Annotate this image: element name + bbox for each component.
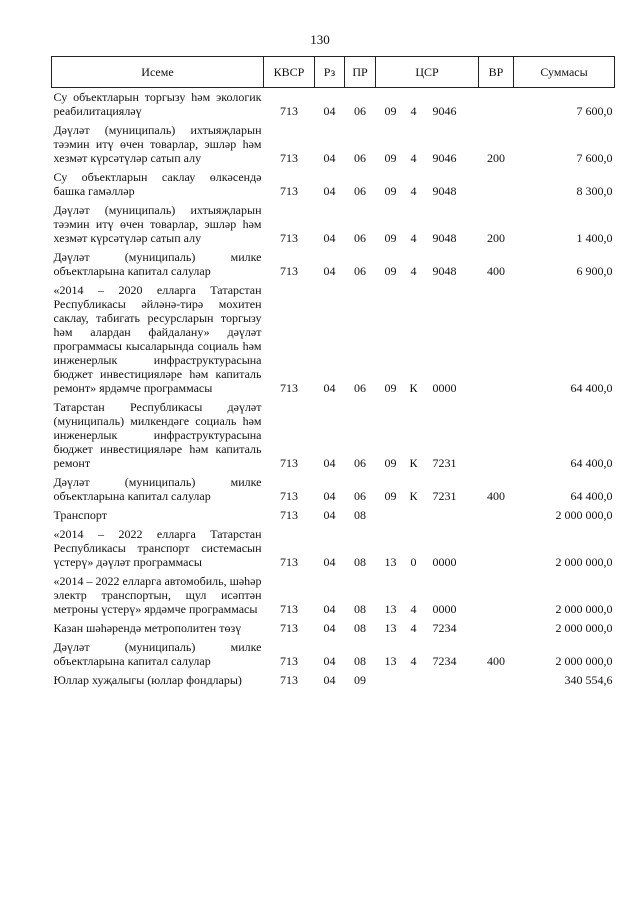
- row-csr-subprogram: 4: [410, 602, 417, 616]
- row-csr-direction: 7234: [432, 654, 457, 668]
- row-kvsr: 713: [280, 654, 298, 668]
- row-csr: [376, 473, 479, 506]
- budget-table: [51, 56, 615, 690]
- table-row: [52, 281, 615, 398]
- row-csr: [376, 619, 479, 638]
- row-csr-subprogram: К: [409, 456, 418, 470]
- row-kvsr: 713: [280, 264, 298, 278]
- row-csr-subprogram: 4: [410, 104, 417, 118]
- row-name: Дәүләт (муниципаль) милке объектларына капитал салулар: [53, 640, 262, 668]
- row-vr: 400: [487, 489, 505, 503]
- row-pr: 06: [354, 231, 366, 245]
- row-vr: 400: [487, 654, 505, 668]
- row-rz: 04: [323, 654, 336, 668]
- table-row: [52, 168, 615, 201]
- row-sum: 8 300,0: [576, 184, 613, 198]
- row-kvsr: 713: [280, 602, 298, 616]
- row-sum: 64 400,0: [570, 456, 613, 470]
- row-csr: [376, 671, 479, 690]
- table-body: [52, 88, 615, 691]
- row-csr-program: 13: [384, 654, 397, 668]
- row-name: Транспорт: [53, 508, 107, 522]
- table-row: [52, 473, 615, 506]
- row-kvsr: 713: [280, 489, 298, 503]
- row-kvsr: 713: [280, 621, 298, 635]
- row-pr: 08: [354, 602, 366, 616]
- row-csr-program: 09: [384, 489, 397, 503]
- row-csr-program: 09: [384, 456, 397, 470]
- row-csr-direction: 7231: [432, 489, 457, 503]
- row-csr-direction: 9048: [432, 231, 457, 245]
- header-kvsr: КВСР: [264, 57, 315, 88]
- row-sum: 2 000 000,0: [555, 602, 613, 616]
- row-kvsr: 713: [280, 381, 298, 395]
- row-sum: 2 000 000,0: [555, 508, 613, 522]
- row-csr-subprogram: 4: [410, 264, 417, 278]
- table-row: [52, 619, 615, 638]
- row-csr-direction: 9048: [432, 184, 457, 198]
- row-vr: [479, 572, 514, 619]
- row-rz: 04: [323, 456, 336, 470]
- row-pr: 06: [354, 151, 366, 165]
- row-rz: 04: [323, 602, 336, 616]
- row-csr: [376, 572, 479, 619]
- table-row: [52, 248, 615, 281]
- row-sum: 7 600,0: [576, 104, 613, 118]
- row-pr: 06: [354, 184, 366, 198]
- row-sum: 340 554,6: [564, 673, 613, 687]
- row-name: Дәүләт (муниципаль) ихтыяҗларын тәэмин итү өчен товарлар, эшләр һәм хезмәт күрсәтүләр сатып алу: [53, 203, 262, 245]
- row-csr-subprogram: 4: [410, 151, 417, 165]
- row-csr-subprogram: К: [409, 489, 418, 503]
- row-rz: 04: [323, 104, 336, 118]
- row-csr-subprogram: 4: [410, 654, 417, 668]
- row-vr: 200: [487, 151, 505, 165]
- row-kvsr: 713: [280, 456, 298, 470]
- row-vr: [479, 88, 514, 122]
- row-pr: 09: [354, 673, 366, 687]
- row-vr: 400: [487, 264, 505, 278]
- row-name: Дәүләт (муниципаль) милке объектларына капитал салулар: [53, 475, 262, 503]
- row-kvsr: 713: [280, 555, 298, 569]
- row-vr: [479, 506, 514, 525]
- row-pr: 06: [354, 104, 366, 118]
- table-header-row: [52, 57, 615, 88]
- row-sum: 2 000 000,0: [555, 555, 613, 569]
- row-name: Су объектларын торгызу һәм экологик реабилитацияләү: [53, 90, 262, 118]
- row-rz: 04: [323, 555, 336, 569]
- row-vr: [479, 619, 514, 638]
- table-row: [52, 638, 615, 671]
- table-row: [52, 88, 615, 122]
- row-rz: 04: [323, 621, 336, 635]
- row-name: «2014 – 2020 елларга Татарстан Республикасы әйләнә-тирә мохитен саклау, табигать ресурсларын торгызу һәм алардан файдалану» дәүләт программасы кысаларында социаль һәм инженерлык инфраструктурасына бюджет инвестицияләре һәм капиталь ремонт» ярдәмче программасы: [53, 283, 262, 395]
- page-number: 130: [310, 32, 330, 47]
- row-sum: 64 400,0: [570, 489, 613, 503]
- table-row: [52, 121, 615, 168]
- row-rz: 04: [323, 489, 336, 503]
- row-sum: 64 400,0: [570, 381, 613, 395]
- row-rz: 04: [323, 184, 336, 198]
- row-csr-direction: 9048: [432, 264, 457, 278]
- row-kvsr: 713: [280, 151, 298, 165]
- row-rz: 04: [323, 673, 336, 687]
- row-csr: [376, 281, 479, 398]
- row-name: Казан шәһәрендә метрополитен төзү: [53, 621, 242, 635]
- row-csr-subprogram: К: [409, 381, 418, 395]
- row-csr-program: 09: [384, 231, 397, 245]
- row-csr-program: 09: [384, 264, 397, 278]
- row-pr: 08: [354, 508, 366, 522]
- row-csr-direction: 9046: [432, 151, 457, 165]
- row-pr: 06: [354, 381, 366, 395]
- row-csr-program: 13: [384, 602, 397, 616]
- row-csr-program: 13: [384, 555, 397, 569]
- table-row: [52, 572, 615, 619]
- row-csr-subprogram: 4: [410, 231, 417, 245]
- row-kvsr: 713: [280, 231, 298, 245]
- row-csr-subprogram: 4: [410, 184, 417, 198]
- row-csr: [376, 88, 479, 122]
- row-csr-direction: 7231: [432, 456, 457, 470]
- row-pr: 06: [354, 489, 366, 503]
- row-name: «2014 – 2022 елларга Татарстан Республикасы транспорт системасын үстерү» дәүләт программасы: [53, 527, 262, 569]
- row-csr-direction: 9046: [432, 104, 457, 118]
- row-kvsr: 713: [280, 184, 298, 198]
- row-pr: 06: [354, 264, 366, 278]
- row-csr-program: 09: [384, 104, 397, 118]
- row-vr: [479, 398, 514, 473]
- row-pr: 08: [354, 555, 366, 569]
- table-row: [52, 671, 615, 690]
- row-pr: 08: [354, 621, 366, 635]
- row-sum: 6 900,0: [576, 264, 613, 278]
- row-sum: 1 400,0: [576, 231, 613, 245]
- header-sum: Суммасы: [514, 57, 615, 88]
- row-csr-subprogram: 0: [410, 555, 417, 569]
- table-row: [52, 525, 615, 572]
- row-rz: 04: [323, 508, 336, 522]
- row-sum: 2 000 000,0: [555, 654, 613, 668]
- row-csr-direction: 7234: [432, 621, 457, 635]
- row-pr: 08: [354, 654, 366, 668]
- row-csr-direction: 0000: [432, 555, 457, 569]
- row-vr: [479, 168, 514, 201]
- row-rz: 04: [323, 264, 336, 278]
- row-pr: 06: [354, 456, 366, 470]
- header-name: Исеме: [52, 57, 264, 88]
- row-csr-direction: 0000: [432, 381, 457, 395]
- table-row: [52, 201, 615, 248]
- row-csr-direction: 0000: [432, 602, 457, 616]
- row-csr: [376, 248, 479, 281]
- row-name: Татарстан Республикасы дәүләт (муниципаль) милкендәге социаль һәм инженерлык инфраструктурасына бюджет инвестицияләре һәм капиталь ремонт: [53, 400, 262, 470]
- row-csr: [376, 638, 479, 671]
- row-vr: [479, 525, 514, 572]
- row-csr: [376, 525, 479, 572]
- row-vr: [479, 671, 514, 690]
- row-csr-program: 09: [384, 151, 397, 165]
- row-rz: 04: [323, 381, 336, 395]
- row-csr-program: 13: [384, 621, 397, 635]
- row-kvsr: 713: [280, 508, 298, 522]
- row-csr: [376, 168, 479, 201]
- row-vr: [479, 281, 514, 398]
- row-name: Дәүләт (муниципаль) ихтыяҗларын тәэмин итү өчен товарлар, эшләр һәм хезмәт күрсәтүләр сатып алу: [53, 123, 262, 165]
- row-vr: 200: [487, 231, 505, 245]
- row-kvsr: 713: [280, 104, 298, 118]
- row-name: Юллар хуҗалыгы (юллар фондлары): [53, 673, 242, 687]
- table-row: [52, 506, 615, 525]
- row-csr: [376, 506, 479, 525]
- header-vr: ВР: [479, 57, 514, 88]
- row-rz: 04: [323, 231, 336, 245]
- table-row: [52, 398, 615, 473]
- header-pr: ПР: [345, 57, 376, 88]
- row-csr: [376, 121, 479, 168]
- row-rz: 04: [323, 151, 336, 165]
- row-csr-program: 09: [384, 381, 397, 395]
- row-csr: [376, 201, 479, 248]
- row-csr: [376, 398, 479, 473]
- header-rz: Рз: [315, 57, 345, 88]
- row-csr-subprogram: 4: [410, 621, 417, 635]
- row-csr-program: 09: [384, 184, 397, 198]
- row-name: Дәүләт (муниципаль) милке объектларына капитал салулар: [53, 250, 262, 278]
- row-kvsr: 713: [280, 673, 298, 687]
- row-name: Су объектларын саклау өлкәсендә башка гамәлләр: [53, 170, 262, 198]
- row-sum: 2 000 000,0: [555, 621, 613, 635]
- header-csr: ЦСР: [376, 57, 479, 88]
- row-sum: 7 600,0: [576, 151, 613, 165]
- row-name: «2014 – 2022 елларга автомобиль, шәһәр электр транспортын, щул исәптән метроны үстерү» ярдәмче программасы: [53, 574, 262, 616]
